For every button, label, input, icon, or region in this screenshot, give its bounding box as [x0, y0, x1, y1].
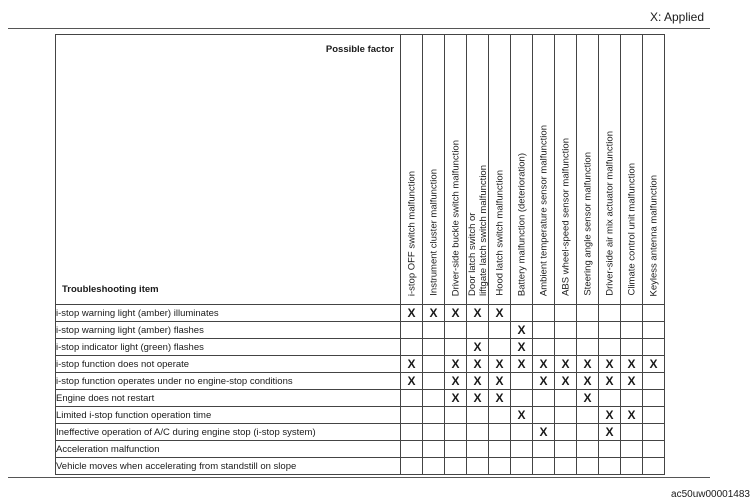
applied-mark: X	[627, 374, 636, 388]
applied-cell	[423, 458, 445, 475]
applied-cell	[467, 373, 489, 390]
factor-label-line: Battery malfunction (deterioration)	[516, 152, 527, 296]
applied-mark: X	[539, 374, 548, 388]
applied-cell	[489, 356, 511, 373]
applied-mark: X	[407, 306, 416, 320]
applied-cell	[621, 424, 643, 441]
applied-cell	[577, 390, 599, 407]
troubleshooting-table	[55, 34, 665, 475]
applied-cell	[621, 356, 643, 373]
bottom-rule	[8, 477, 710, 478]
applied-cell	[555, 373, 577, 390]
applied-cell	[621, 441, 643, 458]
applied-mark: X	[627, 408, 636, 422]
applied-cell	[621, 339, 643, 356]
applied-cell	[401, 322, 423, 339]
applied-cell	[467, 424, 489, 441]
factor-header-6	[511, 35, 533, 305]
applied-cell	[467, 356, 489, 373]
applied-mark: X	[473, 391, 482, 405]
applied-cell	[533, 305, 555, 322]
applied-cell	[533, 458, 555, 475]
applied-mark: X	[539, 425, 548, 439]
factor-label	[560, 138, 571, 296]
applied-cell	[423, 441, 445, 458]
applied-mark: X	[627, 357, 636, 371]
factor-header-10	[599, 35, 621, 305]
troubleshooting-item-label: Troubleshooting item	[62, 284, 159, 295]
applied-cell	[533, 322, 555, 339]
table-row	[56, 305, 665, 322]
troubleshooting-item: i-stop warning light (amber) flashes	[56, 322, 401, 339]
applied-mark: X	[583, 357, 592, 371]
applied-cell	[643, 458, 665, 475]
possible-factor-label: Possible factor	[325, 44, 394, 55]
troubleshooting-item: Acceleration malfunction	[56, 441, 401, 458]
factor-label	[648, 175, 659, 296]
factor-header-7	[533, 35, 555, 305]
applied-cell	[467, 322, 489, 339]
applied-cell	[555, 407, 577, 424]
applied-cell	[577, 356, 599, 373]
factor-label-line: Hood latch switch malfunction	[494, 170, 505, 296]
applied-mark: X	[561, 374, 570, 388]
applied-mark: X	[605, 374, 614, 388]
applied-mark: X	[605, 408, 614, 422]
factor-header-5	[489, 35, 511, 305]
applied-mark: X	[583, 391, 592, 405]
applied-cell	[489, 339, 511, 356]
applied-cell	[445, 390, 467, 407]
applied-cell	[445, 407, 467, 424]
applied-cell	[599, 373, 621, 390]
applied-cell	[423, 322, 445, 339]
factor-label-line: liftgate latch switch malfunction	[477, 165, 489, 296]
applied-cell	[511, 424, 533, 441]
applied-cell	[401, 339, 423, 356]
applied-cell	[401, 407, 423, 424]
applied-cell	[643, 339, 665, 356]
factor-label	[406, 171, 417, 296]
factor-header-4	[467, 35, 489, 305]
factor-header-1	[401, 35, 423, 305]
applied-cell	[489, 390, 511, 407]
applied-cell	[467, 390, 489, 407]
applied-cell	[643, 441, 665, 458]
applied-cell	[467, 407, 489, 424]
factor-header-3	[445, 35, 467, 305]
applied-cell	[533, 356, 555, 373]
applied-cell	[401, 390, 423, 407]
applied-cell	[577, 407, 599, 424]
applied-cell	[489, 373, 511, 390]
applied-cell	[511, 322, 533, 339]
applied-cell	[489, 458, 511, 475]
troubleshooting-item: Ineffective operation of A/C during engine stop (i-stop system)	[56, 424, 401, 441]
factor-label-line: i-stop OFF switch malfunction	[406, 170, 417, 296]
table-row	[56, 322, 665, 339]
table-row	[56, 356, 665, 373]
factor-label-line: Driver-side buckle switch malfunction	[450, 139, 461, 296]
factor-header-11	[621, 35, 643, 305]
applied-mark: X	[517, 408, 526, 422]
applied-cell	[555, 305, 577, 322]
applied-cell	[511, 390, 533, 407]
applied-cell	[467, 441, 489, 458]
applied-cell	[423, 424, 445, 441]
applied-cell	[643, 407, 665, 424]
factor-header-2	[423, 35, 445, 305]
applied-cell	[555, 424, 577, 441]
applied-cell	[643, 373, 665, 390]
factor-label-line: Ambient temperature sensor malfunction	[538, 124, 549, 296]
applied-cell	[577, 339, 599, 356]
applied-mark: X	[495, 306, 504, 320]
troubleshooting-item: Vehicle moves when accelerating from standstill on slope	[56, 458, 401, 475]
applied-cell	[599, 356, 621, 373]
applied-mark: X	[473, 374, 482, 388]
applied-cell	[621, 390, 643, 407]
applied-cell	[533, 441, 555, 458]
applied-cell	[621, 373, 643, 390]
applied-cell	[467, 458, 489, 475]
applied-mark: X	[649, 357, 658, 371]
corner-header-cell	[56, 35, 401, 305]
applied-cell	[643, 322, 665, 339]
applied-mark: X	[605, 357, 614, 371]
applied-cell	[533, 407, 555, 424]
troubleshooting-item: i-stop function operates under no engine-stop conditions	[56, 373, 401, 390]
factor-label	[516, 153, 527, 296]
factor-label-line: Keyless antenna malfunction	[648, 174, 659, 296]
table-row	[56, 458, 665, 475]
applied-mark: X	[495, 357, 504, 371]
factor-header-9	[577, 35, 599, 305]
applied-cell	[467, 339, 489, 356]
applied-cell	[599, 441, 621, 458]
applied-cell	[445, 305, 467, 322]
applied-mark: X	[583, 374, 592, 388]
applied-cell	[489, 441, 511, 458]
factor-label	[467, 165, 489, 296]
applied-cell	[401, 305, 423, 322]
applied-cell	[423, 305, 445, 322]
table-row	[56, 339, 665, 356]
applied-cell	[599, 424, 621, 441]
applied-cell	[643, 390, 665, 407]
applied-cell	[577, 373, 599, 390]
factor-label-line: ABS wheel-speed sensor malfunction	[560, 138, 571, 296]
factor-label	[626, 163, 637, 296]
applied-cell	[401, 458, 423, 475]
factor-label	[428, 169, 439, 296]
top-rule	[8, 28, 710, 29]
applied-cell	[423, 407, 445, 424]
factor-label	[604, 131, 615, 296]
factor-label	[538, 125, 549, 296]
applied-cell	[423, 373, 445, 390]
factor-label	[450, 140, 461, 296]
applied-cell	[401, 373, 423, 390]
applied-cell	[555, 390, 577, 407]
table-row	[56, 424, 665, 441]
applied-cell	[445, 373, 467, 390]
applied-mark: X	[407, 357, 416, 371]
applied-cell	[555, 458, 577, 475]
applied-cell	[489, 322, 511, 339]
applied-mark: X	[605, 425, 614, 439]
applied-cell	[511, 305, 533, 322]
factor-label	[494, 170, 505, 296]
applied-cell	[511, 458, 533, 475]
applied-cell	[533, 390, 555, 407]
applied-mark: X	[495, 391, 504, 405]
applied-cell	[621, 407, 643, 424]
applied-cell	[577, 458, 599, 475]
legend: X: Applied	[649, 10, 704, 24]
table-row	[56, 407, 665, 424]
applied-mark: X	[473, 340, 482, 354]
applied-mark: X	[451, 357, 460, 371]
applied-cell	[445, 356, 467, 373]
header-row	[56, 35, 665, 305]
applied-cell	[445, 424, 467, 441]
factor-label-line: Door latch switch or	[466, 212, 478, 296]
applied-cell	[533, 424, 555, 441]
applied-cell	[401, 356, 423, 373]
applied-cell	[401, 441, 423, 458]
troubleshooting-item: i-stop function does not operate	[56, 356, 401, 373]
applied-cell	[423, 390, 445, 407]
applied-cell	[511, 356, 533, 373]
applied-mark: X	[473, 357, 482, 371]
applied-cell	[401, 424, 423, 441]
applied-cell	[643, 356, 665, 373]
applied-cell	[511, 441, 533, 458]
factor-label-line: Climate control unit malfunction	[626, 163, 637, 296]
applied-cell	[643, 424, 665, 441]
factor-label-line: Instrument cluster malfunction	[428, 169, 439, 296]
applied-mark: X	[517, 340, 526, 354]
applied-mark: X	[429, 306, 438, 320]
applied-cell	[621, 458, 643, 475]
table-row	[56, 373, 665, 390]
factor-header-12	[643, 35, 665, 305]
applied-cell	[511, 339, 533, 356]
applied-cell	[445, 322, 467, 339]
applied-cell	[533, 373, 555, 390]
applied-cell	[533, 339, 555, 356]
table-row	[56, 441, 665, 458]
applied-cell	[511, 373, 533, 390]
applied-mark: X	[407, 374, 416, 388]
applied-cell	[445, 441, 467, 458]
applied-cell	[599, 407, 621, 424]
applied-cell	[489, 305, 511, 322]
applied-cell	[511, 407, 533, 424]
applied-cell	[555, 356, 577, 373]
factor-header-8	[555, 35, 577, 305]
applied-mark: X	[495, 374, 504, 388]
applied-cell	[599, 458, 621, 475]
applied-cell	[577, 322, 599, 339]
figure-id: ac50uw00001483	[671, 489, 750, 500]
troubleshooting-item: i-stop indicator light (green) flashes	[56, 339, 401, 356]
applied-cell	[599, 305, 621, 322]
troubleshooting-item: i-stop warning light (amber) illuminates	[56, 305, 401, 322]
troubleshooting-item: Limited i-stop function operation time	[56, 407, 401, 424]
applied-cell	[423, 339, 445, 356]
applied-cell	[577, 441, 599, 458]
applied-mark: X	[517, 357, 526, 371]
applied-mark: X	[517, 323, 526, 337]
applied-cell	[621, 305, 643, 322]
applied-mark: X	[561, 357, 570, 371]
applied-cell	[445, 339, 467, 356]
applied-cell	[423, 356, 445, 373]
applied-cell	[555, 339, 577, 356]
applied-mark: X	[451, 306, 460, 320]
applied-mark: X	[539, 357, 548, 371]
applied-cell	[643, 305, 665, 322]
applied-cell	[445, 458, 467, 475]
applied-cell	[577, 424, 599, 441]
applied-mark: X	[473, 306, 482, 320]
factor-label-line: Driver-side air mix actuator malfunction	[604, 131, 615, 296]
applied-cell	[599, 322, 621, 339]
applied-cell	[577, 305, 599, 322]
applied-cell	[555, 322, 577, 339]
applied-cell	[621, 322, 643, 339]
applied-cell	[467, 305, 489, 322]
troubleshooting-item: Engine does not restart	[56, 390, 401, 407]
applied-cell	[489, 424, 511, 441]
applied-cell	[489, 407, 511, 424]
applied-cell	[599, 390, 621, 407]
factor-label-line: Steering angle sensor malfunction	[582, 152, 593, 296]
applied-mark: X	[451, 374, 460, 388]
factor-label	[582, 152, 593, 296]
applied-cell	[599, 339, 621, 356]
applied-mark: X	[451, 391, 460, 405]
table-body	[56, 305, 665, 475]
table-row	[56, 390, 665, 407]
applied-cell	[555, 441, 577, 458]
